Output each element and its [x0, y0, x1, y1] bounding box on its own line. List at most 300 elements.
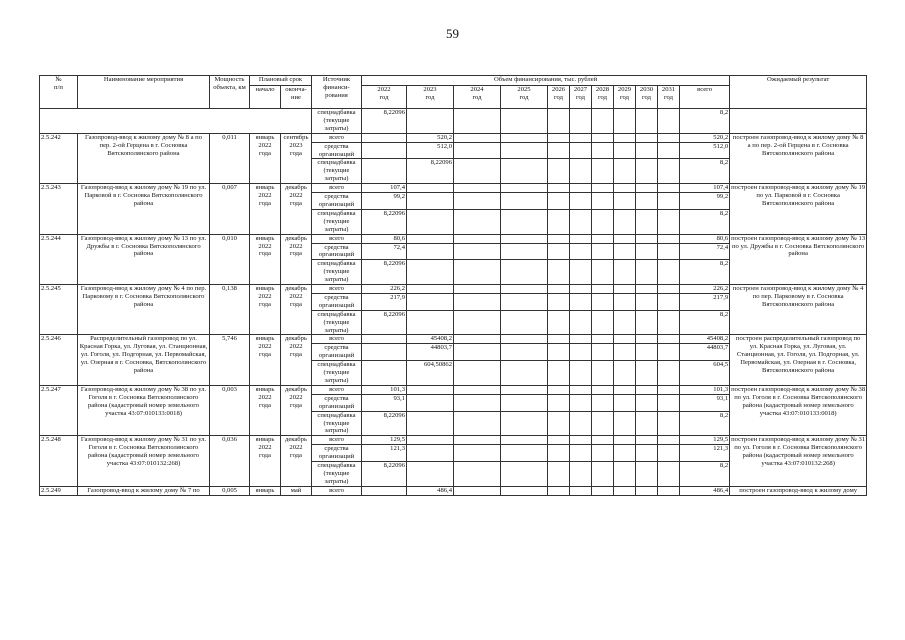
row-result: построен газопровод-ввод к жилому дому № 4 по пер. Парковому в г. Сосновка Вятскополянского района [730, 285, 867, 335]
header-year-value: 2027 [573, 86, 588, 93]
value-empty [570, 109, 592, 134]
value-empty [570, 293, 592, 310]
row-result: построен распределительный газопровод по ул. Красная Горка, ул. Луговая, ул. Станционная, ул. Гоголя, ул. Подгорная, ул. Первомайская, ул. Озерная в г. Сосновка, Вятскополянского района [730, 335, 867, 385]
value-empty [501, 293, 548, 310]
header-funding: Объем финансирования, тыс. рублей [362, 76, 730, 86]
value-empty [636, 486, 658, 495]
value-empty [592, 133, 614, 142]
header-year-value: 2030 [639, 86, 654, 93]
table-row [40, 385, 867, 394]
value-2023: 512,0 [407, 142, 454, 159]
value-2023 [407, 243, 454, 260]
value-total: 217,9 [680, 293, 730, 310]
value-empty [548, 436, 570, 445]
value-total: 226,2 [680, 285, 730, 294]
row-start: январь [250, 486, 281, 495]
value-empty [614, 159, 636, 184]
value-2023 [407, 411, 454, 436]
row-capacity: 0,003 [210, 385, 250, 435]
value-empty [570, 193, 592, 210]
value-2023: 520,2 [407, 133, 454, 142]
value-empty [548, 411, 570, 436]
value-empty [501, 310, 548, 335]
value-empty [592, 394, 614, 411]
source-special: спецнадбавка (текущие затраты) [312, 260, 362, 285]
row-number: 2.5.247 [40, 385, 78, 435]
row-end: декабрь 2022 года [281, 385, 312, 435]
row-end: декабрь 2022 года [281, 436, 312, 486]
value-empty [636, 293, 658, 310]
header-year [592, 86, 614, 109]
row-name: Газопровод-ввод к жилому дому № 19 по ул. Парковой в г. Сосновка Вятскополянского района [78, 184, 210, 234]
header-year [454, 86, 501, 109]
value-2023 [407, 209, 454, 234]
row-name: Газопровод-ввод к жилому дому № 4 по пер. Парковому в г. Сосновка Вятскополянского района [78, 285, 210, 335]
value-empty [636, 385, 658, 394]
value-empty [501, 184, 548, 193]
header-year-value: 2026 [551, 86, 566, 93]
header-year [614, 86, 636, 109]
value-total: 8,2 [680, 209, 730, 234]
header-year-value: 2029 [617, 86, 632, 93]
table-row [40, 335, 867, 344]
value-empty [570, 436, 592, 445]
value-2022: 8,22096 [362, 411, 407, 436]
value-empty [501, 462, 548, 487]
source-special: спецнадбавка (текущие затраты) [312, 462, 362, 487]
source-special: спецнадбавка (текущие затраты) [312, 159, 362, 184]
value-empty [658, 335, 680, 344]
header-source: Источник финанси- рования [312, 76, 362, 109]
header-year-unit: год [663, 93, 673, 101]
source-orgs: средства организаций [312, 445, 362, 462]
value-empty [454, 462, 501, 487]
value-empty [614, 310, 636, 335]
value-empty [592, 310, 614, 335]
header-year-unit: год [619, 93, 629, 101]
row-end: май [281, 486, 312, 495]
value-total: 486,4 [680, 486, 730, 495]
row-name: Газопровод-ввод к жилому дому № 8 а по пер. 2-ой Герцена в г. Сосновка Вятскополянского района [78, 133, 210, 183]
value-empty [614, 133, 636, 142]
value-2023 [407, 462, 454, 487]
source-special: спецнадбавка (текущие затраты) [312, 361, 362, 386]
value-empty [636, 193, 658, 210]
row-end: декабрь 2022 года [281, 335, 312, 385]
header-year-value: 2028 [595, 86, 610, 93]
value-empty [501, 394, 548, 411]
value-empty [454, 486, 501, 495]
value-empty [548, 159, 570, 184]
row-name: Распределительный газопровод по ул. Красная Горка, ул. Луговая, ул. Станционная, ул. Гоголя, ул. Подгорная, ул. Первомайская, ул. Озерная в г. Сосновка, Вятскополянского района [78, 335, 210, 385]
value-empty [614, 394, 636, 411]
value-empty [454, 394, 501, 411]
value-empty [592, 193, 614, 210]
value-2022: 101,3 [362, 385, 407, 394]
value-empty [454, 344, 501, 361]
value-empty [501, 486, 548, 495]
value-empty [658, 133, 680, 142]
source-special: спецнадбавка (текущие затраты) [312, 109, 362, 134]
value-empty [636, 142, 658, 159]
source-orgs: средства организаций [312, 344, 362, 361]
continuation-blank-result [730, 109, 867, 134]
value-empty [592, 142, 614, 159]
value-empty [614, 486, 636, 495]
value-empty [548, 142, 570, 159]
row-number: 2.5.246 [40, 335, 78, 385]
value-empty [548, 234, 570, 243]
value-empty [501, 285, 548, 294]
value-empty [636, 445, 658, 462]
header-year-unit: год [472, 93, 482, 101]
value-empty [658, 310, 680, 335]
value-empty [454, 234, 501, 243]
header-year-value: 2025 [517, 86, 531, 93]
value-empty [614, 462, 636, 487]
value-empty [636, 335, 658, 344]
value-2023 [407, 184, 454, 193]
header-year-unit: год [641, 93, 651, 101]
value-empty [570, 184, 592, 193]
value-2023 [407, 394, 454, 411]
row-start: январь 2022 года [250, 234, 281, 284]
row-name: Газопровод-ввод к жилому дому № 13 по ул. Дружбы в г. Сосновка Вятскополянского района [78, 234, 210, 284]
value-empty [592, 344, 614, 361]
value-2022: 8,22096 [362, 310, 407, 335]
header-result: Ожидаемый результат [730, 76, 867, 109]
value-empty [592, 411, 614, 436]
header-year-unit: год [553, 93, 563, 101]
table-row [40, 184, 867, 193]
value-empty [592, 260, 614, 285]
header-year-value: 2024 [470, 86, 484, 93]
value-empty [592, 184, 614, 193]
value-empty [636, 109, 658, 134]
value-total: 107,4 [680, 184, 730, 193]
value-2023 [407, 436, 454, 445]
value-empty [501, 335, 548, 344]
value-empty [636, 436, 658, 445]
value-empty [454, 193, 501, 210]
header-total: всего [680, 86, 730, 109]
source-orgs: средства организаций [312, 394, 362, 411]
row-capacity: 0,005 [210, 486, 250, 495]
row-name: Газопровод-ввод к жилому дому № 38 по ул. Гоголя в г. Сосновка Вятскополянского района (кадастровый номер земельного участка 43:07:010133:0018) [78, 385, 210, 435]
source-total: всего [312, 385, 362, 394]
value-empty [658, 445, 680, 462]
source-total: всего [312, 486, 362, 495]
value-empty [570, 234, 592, 243]
value-empty [614, 234, 636, 243]
value-2022: 72,4 [362, 243, 407, 260]
header-year [362, 86, 407, 109]
row-start: январь 2022 года [250, 436, 281, 486]
value-empty [454, 260, 501, 285]
value-2022: 226,2 [362, 285, 407, 294]
value-empty [454, 310, 501, 335]
value-total: 8,2 [680, 310, 730, 335]
value-empty [570, 411, 592, 436]
value-2022: 217,9 [362, 293, 407, 310]
table-row [40, 133, 867, 142]
value-empty [614, 193, 636, 210]
value-empty [592, 159, 614, 184]
value-2022 [362, 133, 407, 142]
value-empty [454, 109, 501, 134]
row-start: январь 2022 года [250, 133, 281, 183]
value-empty [592, 445, 614, 462]
value-empty [501, 133, 548, 142]
value-empty [636, 285, 658, 294]
header-year-unit: год [379, 93, 389, 101]
row-result: построен газопровод-ввод к жилому дому № 8 а по пер. 2-ой Герцена в г. Сосновка Вятскополянского района [730, 133, 867, 183]
source-total: всего [312, 184, 362, 193]
value-empty [548, 293, 570, 310]
row-end: декабрь 2022 года [281, 184, 312, 234]
value-empty [658, 109, 680, 134]
header-year-unit: год [519, 93, 529, 101]
row-number: 2.5.248 [40, 436, 78, 486]
value-empty [636, 361, 658, 386]
continuation-blank [40, 109, 312, 134]
value-empty [658, 142, 680, 159]
value-empty [501, 260, 548, 285]
value-2023 [407, 234, 454, 243]
value-empty [614, 335, 636, 344]
value-empty [501, 209, 548, 234]
value-2023 [407, 310, 454, 335]
header-start: начало [250, 86, 281, 109]
value-empty [592, 486, 614, 495]
value-empty [614, 411, 636, 436]
header-year-value: 2023 [423, 86, 437, 93]
value-2023: 45408,2 [407, 335, 454, 344]
row-end: сентябрь 2023 года [281, 133, 312, 183]
value-empty [548, 445, 570, 462]
value-empty [501, 411, 548, 436]
value-empty [454, 159, 501, 184]
row-result: построен газопровод-ввод к жилому дому № 31 по ул. Гоголя в г. Сосновка Вятскополянского района (кадастровый номер земельного участка 43:07:010132:268) [730, 436, 867, 486]
value-total: 121,3 [680, 445, 730, 462]
row-start: январь 2022 года [250, 285, 281, 335]
value-empty [614, 293, 636, 310]
value-empty [570, 310, 592, 335]
value-2022: 107,4 [362, 184, 407, 193]
row-number: 2.5.245 [40, 285, 78, 335]
value-empty [548, 394, 570, 411]
value-2022 [362, 335, 407, 344]
value-empty [570, 133, 592, 142]
value-empty [614, 344, 636, 361]
header-year-value: 2031 [661, 86, 676, 93]
value-empty [570, 159, 592, 184]
value-empty [548, 133, 570, 142]
value-empty [570, 344, 592, 361]
value-empty [614, 184, 636, 193]
value-empty [454, 133, 501, 142]
value-empty [454, 285, 501, 294]
value-empty [592, 462, 614, 487]
source-total: всего [312, 436, 362, 445]
value-empty [636, 462, 658, 487]
value-2022: 8,22096 [362, 260, 407, 285]
value-empty [592, 335, 614, 344]
value-empty [592, 109, 614, 134]
row-name: Газопровод-ввод к жилому дому № 31 по ул. Гоголя в г. Сосновка Вятскополянского района (кадастровый номер земельного участка 43:07:010132:268) [78, 436, 210, 486]
value-empty [454, 243, 501, 260]
value-empty [658, 234, 680, 243]
value-empty [570, 445, 592, 462]
value-empty [614, 285, 636, 294]
value-2023 [407, 109, 454, 134]
source-orgs: средства организаций [312, 193, 362, 210]
value-empty [548, 310, 570, 335]
value-empty [658, 436, 680, 445]
value-empty [454, 293, 501, 310]
value-empty [636, 159, 658, 184]
source-orgs: средства организаций [312, 293, 362, 310]
value-empty [548, 184, 570, 193]
header-year-unit: год [425, 93, 435, 101]
value-empty [658, 344, 680, 361]
value-empty [501, 142, 548, 159]
header-year [501, 86, 548, 109]
header-year [570, 86, 592, 109]
value-empty [570, 260, 592, 285]
header-year-unit: год [597, 93, 607, 101]
value-empty [614, 361, 636, 386]
value-2022 [362, 486, 407, 495]
header-year [407, 86, 454, 109]
value-empty [636, 344, 658, 361]
value-2022: 121,3 [362, 445, 407, 462]
row-capacity: 0,011 [210, 133, 250, 183]
value-total: 72,4 [680, 243, 730, 260]
funding-table [39, 75, 867, 496]
value-2022 [362, 159, 407, 184]
source-special: спецнадбавка (текущие затраты) [312, 411, 362, 436]
value-empty [548, 335, 570, 344]
value-empty [658, 184, 680, 193]
value-total: 8,2 [680, 462, 730, 487]
value-empty [501, 193, 548, 210]
value-empty [636, 133, 658, 142]
value-total: 129,5 [680, 436, 730, 445]
source-orgs: средства организаций [312, 243, 362, 260]
row-capacity: 0,036 [210, 436, 250, 486]
value-total: 8,2 [680, 411, 730, 436]
table-row [40, 285, 867, 294]
value-empty [454, 445, 501, 462]
row-capacity: 0,010 [210, 234, 250, 284]
value-empty [501, 385, 548, 394]
value-empty [501, 234, 548, 243]
value-empty [658, 193, 680, 210]
value-2022 [362, 361, 407, 386]
row-result: построен газопровод-ввод к жилому дому № 13 по ул. Дружбы в г. Сосновка Вятскополянского района [730, 234, 867, 284]
page-number: 59 [446, 26, 459, 41]
source-total: всего [312, 335, 362, 344]
row-capacity: 5,746 [210, 335, 250, 385]
value-empty [592, 361, 614, 386]
value-empty [501, 344, 548, 361]
table-row [40, 436, 867, 445]
header-capacity: Мощность объекта, км [210, 76, 250, 109]
value-2022 [362, 142, 407, 159]
value-2023: 604,50862 [407, 361, 454, 386]
row-number: 2.5.249 [40, 486, 78, 495]
value-empty [636, 310, 658, 335]
value-2022: 99,2 [362, 193, 407, 210]
value-2023: 8,22096 [407, 159, 454, 184]
row-number: 2.5.244 [40, 234, 78, 284]
value-empty [570, 361, 592, 386]
value-empty [658, 385, 680, 394]
source-total: всего [312, 285, 362, 294]
row-capacity: 0,007 [210, 184, 250, 234]
value-empty [614, 445, 636, 462]
value-empty [592, 385, 614, 394]
value-empty [548, 361, 570, 386]
value-empty [548, 260, 570, 285]
row-start: январь 2022 года [250, 184, 281, 234]
value-empty [592, 209, 614, 234]
value-empty [614, 109, 636, 134]
value-2023 [407, 193, 454, 210]
value-empty [454, 436, 501, 445]
value-empty [658, 243, 680, 260]
value-empty [570, 142, 592, 159]
value-empty [570, 285, 592, 294]
value-empty [658, 293, 680, 310]
header-year [548, 86, 570, 109]
source-total: всего [312, 133, 362, 142]
value-total: 44803,7 [680, 344, 730, 361]
value-empty [570, 394, 592, 411]
value-2023 [407, 260, 454, 285]
value-empty [570, 209, 592, 234]
value-2023 [407, 293, 454, 310]
row-result: построен газопровод-ввод к жилому дому [730, 486, 867, 495]
source-special: спецнадбавка (текущие затраты) [312, 209, 362, 234]
value-2023 [407, 285, 454, 294]
value-empty [658, 209, 680, 234]
value-empty [658, 361, 680, 386]
value-empty [614, 436, 636, 445]
row-result: построен газопровод-ввод к жилому дому № 19 по ул. Парковой в г. Сосновка Вятскополянского района [730, 184, 867, 234]
header-year [658, 86, 680, 109]
row-start: январь 2022 года [250, 335, 281, 385]
value-empty [548, 243, 570, 260]
value-total: 99,2 [680, 193, 730, 210]
value-empty [570, 335, 592, 344]
value-empty [454, 361, 501, 386]
table-row [40, 234, 867, 243]
value-empty [454, 184, 501, 193]
value-empty [570, 486, 592, 495]
value-empty [636, 260, 658, 285]
value-empty [501, 109, 548, 134]
header-plan-term: Плановый срок [250, 76, 312, 86]
value-empty [548, 193, 570, 210]
value-empty [636, 411, 658, 436]
value-empty [658, 285, 680, 294]
value-total: 8,2 [680, 159, 730, 184]
value-empty [548, 385, 570, 394]
value-2023 [407, 385, 454, 394]
value-empty [548, 462, 570, 487]
